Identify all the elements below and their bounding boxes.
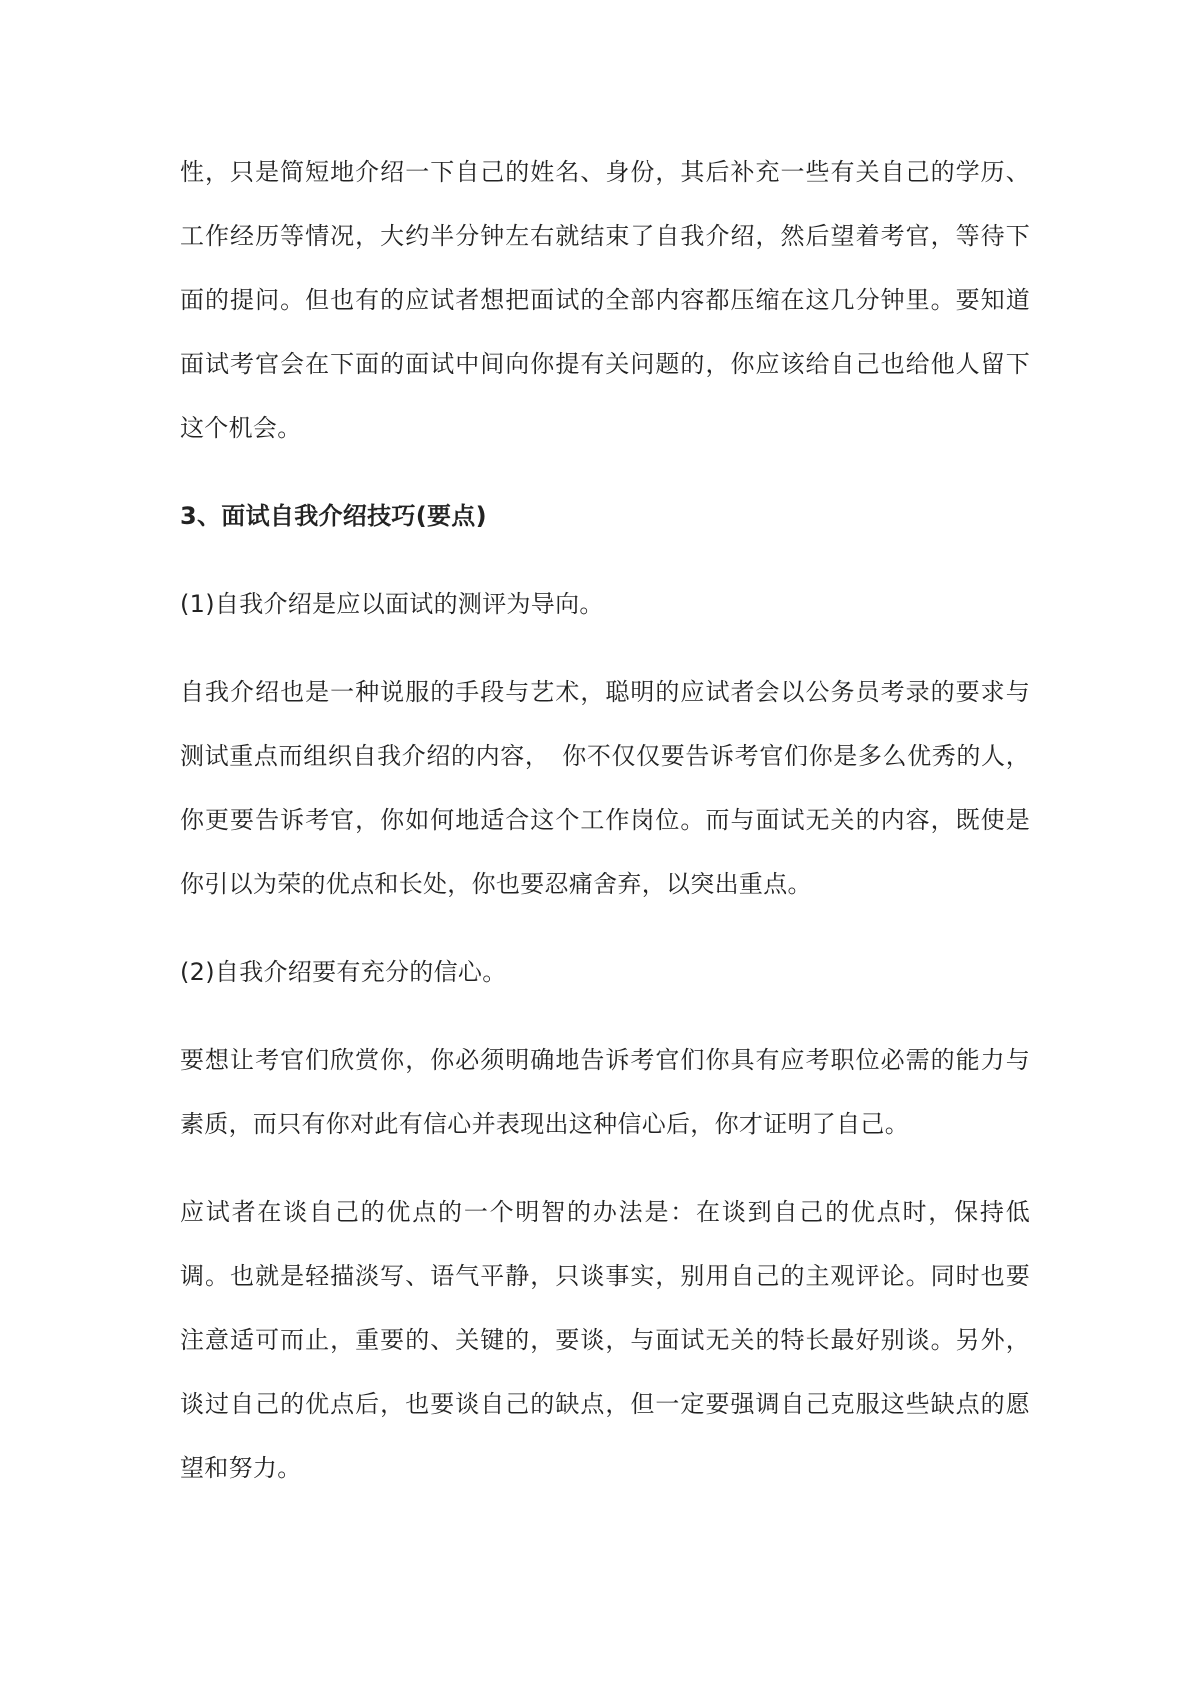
point-2-body: 要想让考官们欣赏你，你必须明确地告诉考官们你具有应考职位必需的能力与素质，而只有你对此有信心并表现出这种信心后，你才证明了自己。 <box>180 1046 1030 1138</box>
point-2-advice: 应试者在谈自己的优点的一个明智的办法是：在谈到自己的优点时，保持低调。也就是轻描淡写、语气平静，只谈事实，别用自己的主观评论。同时也要注意适可而止，重要的、关键的，要谈，与面试无关的特长最好别谈。另外，谈过自己的优点后，也要谈自己的缺点，但一定要强调自己克服这些缺点的愿望和努力。 <box>180 1198 1030 1482</box>
point-1-body: 自我介绍也是一种说服的手段与艺术，聪明的应试者会以公务员考录的要求与测试重点而组织自我介绍的内容， 你不仅仅要告诉考官们你是多么优秀的人，你更要告诉考官，你如何地适合这个工作岗位。而与面试无关的内容，既使是你引以为荣的优点和长处，你也要忍痛舍弃，以突出重点。 <box>180 678 1030 898</box>
point-2-title: (2)自我介绍要有充分的信心。 <box>180 958 507 986</box>
paragraph-intro-continuation: 性，只是简短地介绍一下自己的姓名、身份，其后补充一些有关自己的学历、工作经历等情况，大约半分钟左右就结束了自我介绍，然后望着考官，等待下面的提问。但也有的应试者想把面试的全部内容都压缩在这几分钟里。要知道面试考官会在下面的面试中间向你提有关问题的，你应该给自己也给他人留下这个机会。 <box>180 158 1030 442</box>
point-1-title: (1)自我介绍是应以面试的测评为导向。 <box>180 590 604 618</box>
document-page <box>180 140 1030 1524</box>
section-heading: 3、面试自我介绍技巧(要点) <box>180 502 487 530</box>
